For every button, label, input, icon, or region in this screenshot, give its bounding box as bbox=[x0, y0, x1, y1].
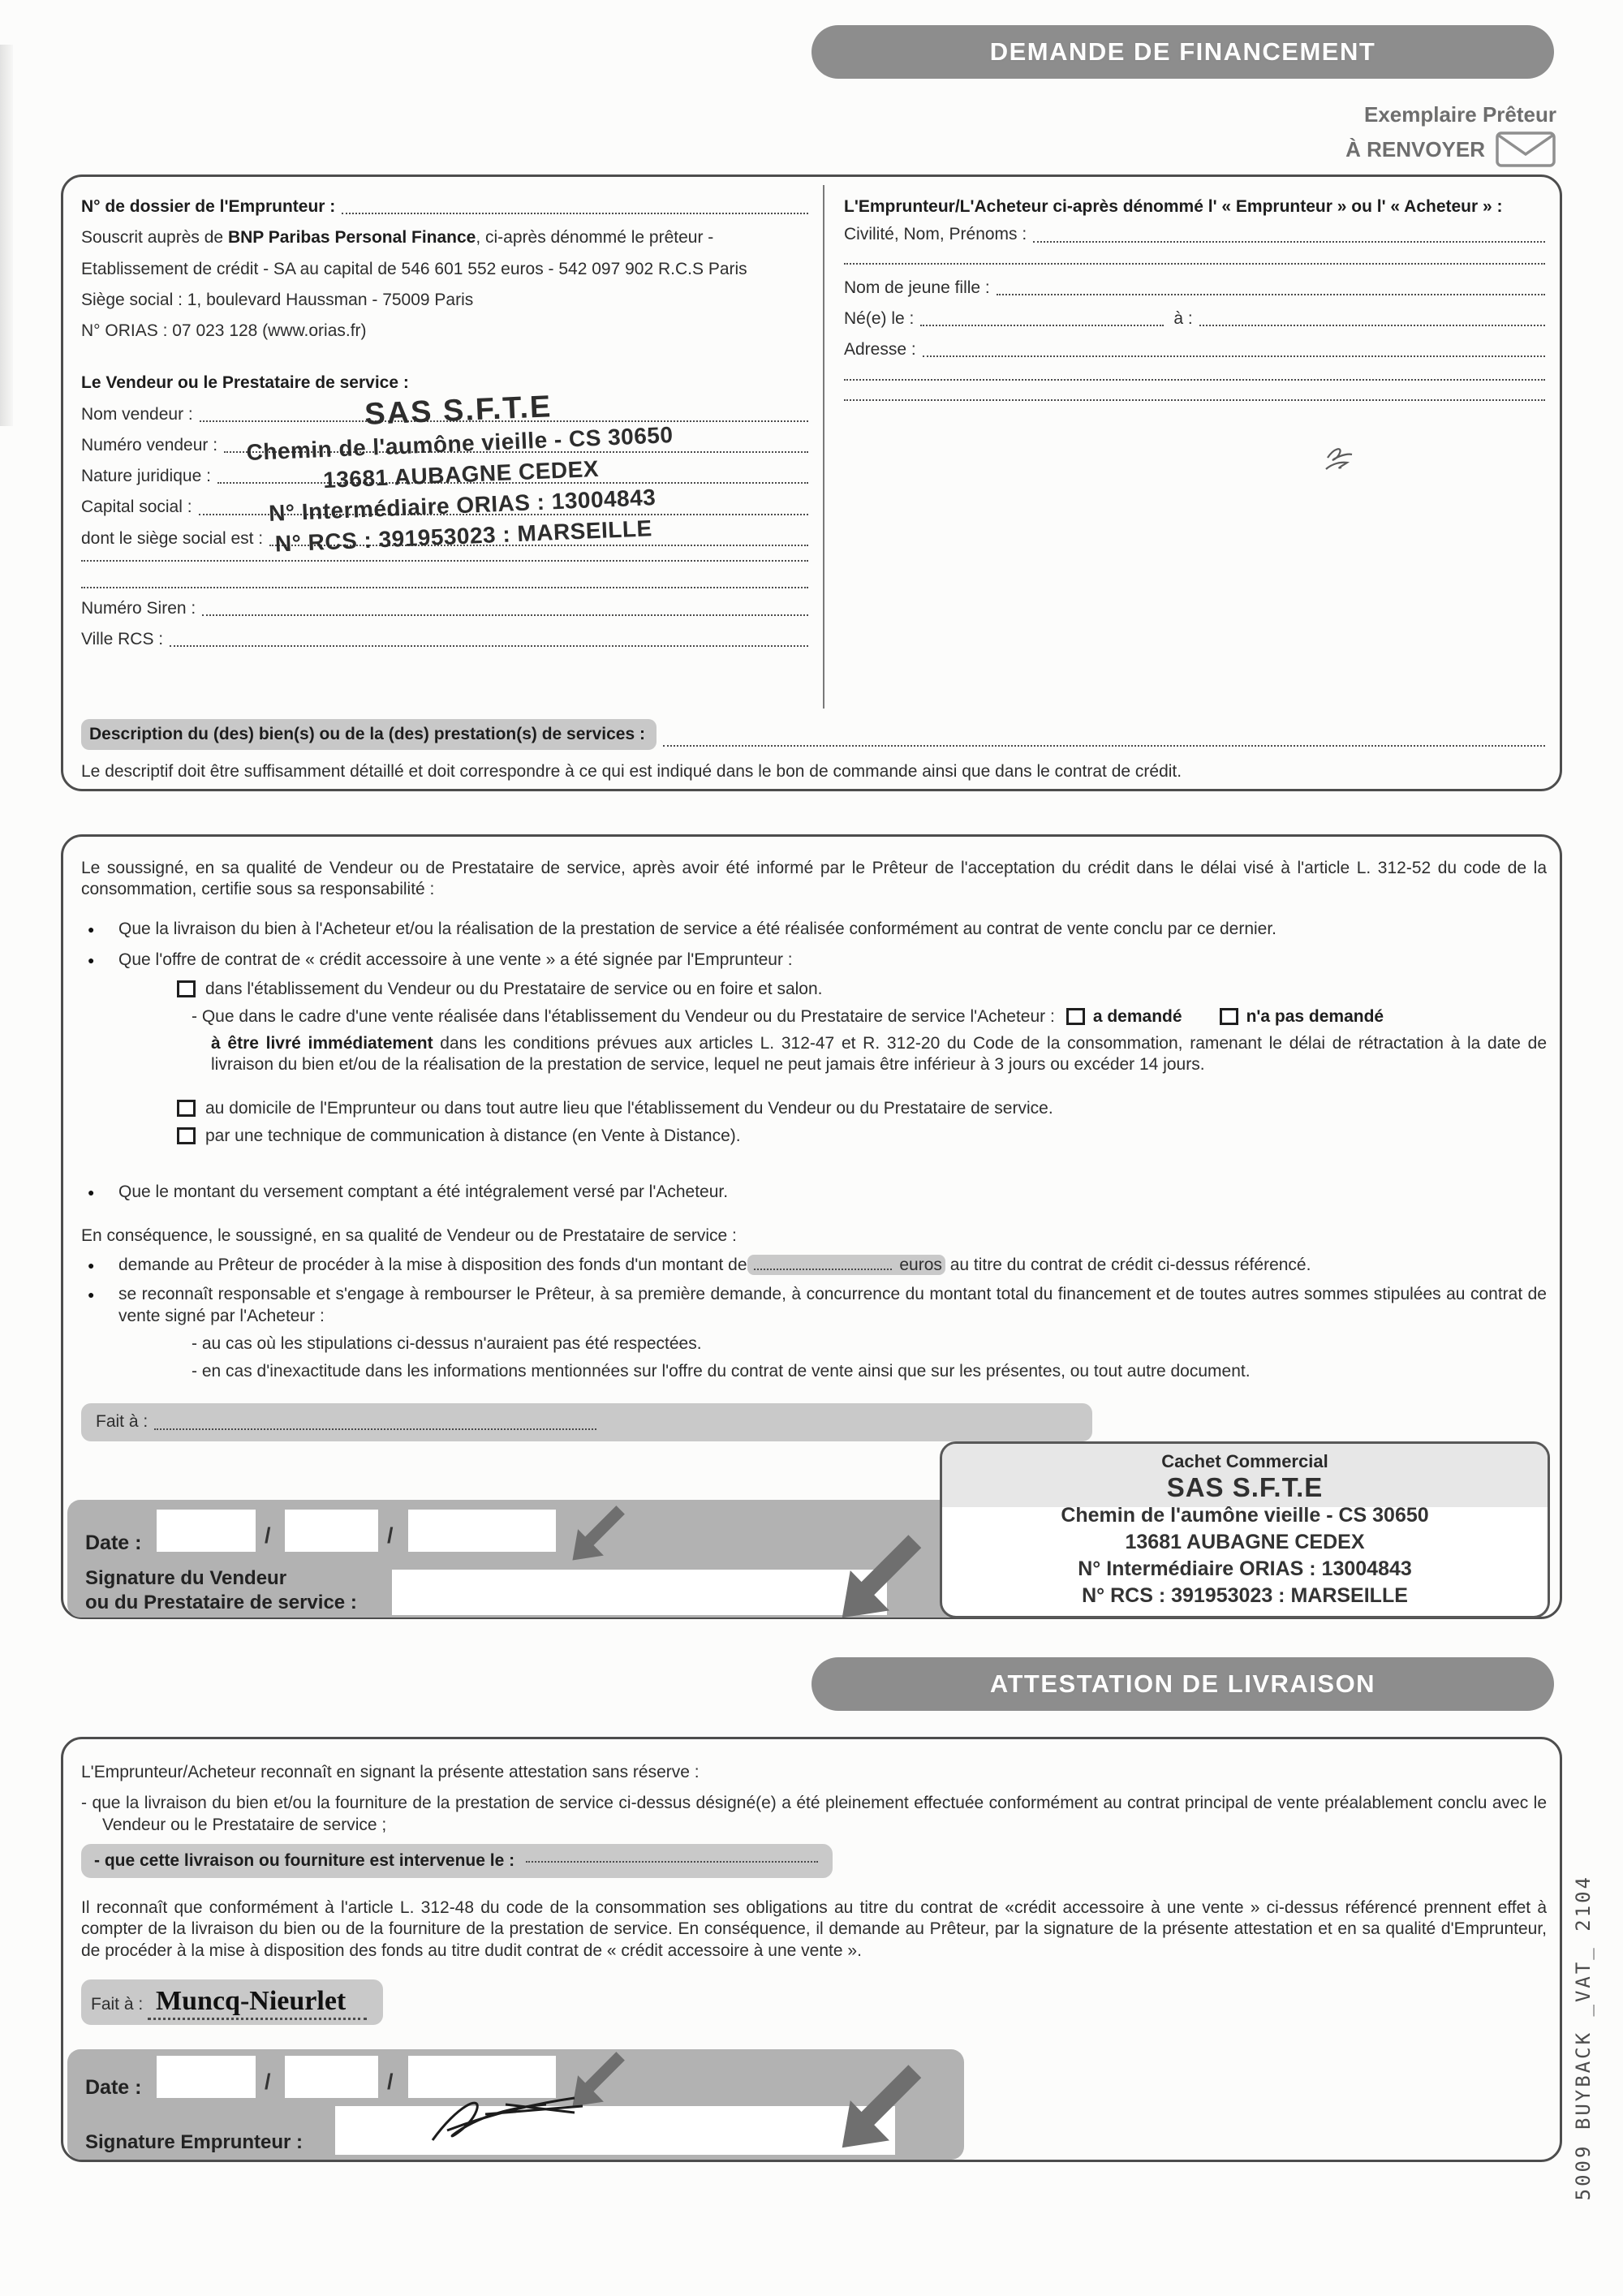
fait-a-label-borrower: Fait à : bbox=[91, 1994, 144, 2014]
birthplace-field[interactable] bbox=[1199, 324, 1545, 326]
lender-siege-line: Siège social : 1, boulevard Haussman - 75009 Paris bbox=[81, 290, 474, 309]
envelope-icon bbox=[1495, 130, 1556, 169]
vendor-date-label: Date : bbox=[85, 1531, 142, 1554]
address-label: Adresse : bbox=[844, 340, 916, 359]
rcs-field[interactable] bbox=[170, 644, 808, 647]
cachet-company: SAS S.F.T.E bbox=[1166, 1471, 1324, 1502]
date-slash: / bbox=[387, 2070, 394, 2094]
cert-option-domicile: au domicile de l'Emprunteur ou dans tout autre lieu que l'établissement du Vendeur ou du Prestataire de service. bbox=[177, 1098, 1547, 1119]
certification-text bbox=[81, 858, 1547, 1441]
vendor-date-year-box[interactable] bbox=[408, 1510, 556, 1552]
stamp-city: 13681 AUBAGNE CEDEX bbox=[322, 455, 600, 493]
cert-bullet-4: ● demande au Prêteur de procéder à la mise à disposition des fonds d'un montant de euros au titre du contrat de crédit ci-dessus référencé. bbox=[81, 1255, 1547, 1276]
vendor-name-label: Nom vendeur : bbox=[81, 404, 193, 424]
cert-consequence: En conséquence, le soussigné, en sa qualité de Vendeur ou de Prestataire de service : bbox=[81, 1226, 737, 1245]
birthdate-label: Né(e) le : bbox=[844, 308, 915, 328]
vendor-signature-area[interactable] bbox=[392, 1570, 887, 1615]
delivery-date-label: - que cette livraison ou fourniture est intervenue le : bbox=[94, 1850, 515, 1870]
borrower-column bbox=[844, 196, 1547, 411]
civility-field[interactable] bbox=[1033, 240, 1545, 243]
label-a-demande: a demandé bbox=[1092, 1007, 1182, 1027]
vendor-certification-box bbox=[61, 834, 1562, 1619]
cert-intro: Le soussigné, en sa qualité de Vendeur ou de Prestataire de service, après avoir été informé par le Prêteur de l'acceptation du crédit dans le délai visé à l'article L. 312-52 du code de la consommation, certifie sous sa responsabilité : bbox=[81, 859, 1547, 899]
fait-a-band-borrower bbox=[81, 1979, 383, 2026]
cert-bullet-3: ● Que le montant du versement comptant a été intégralement versé par l'Acheteur. bbox=[81, 1182, 1547, 1203]
bullet-dot: ● bbox=[88, 1185, 95, 1199]
cert-dash-2: - en cas d'inexactitude dans les informations mentionnées sur l'offre du contrat de vente ainsi que sur les présentes, ou tout autre document. bbox=[192, 1362, 1251, 1381]
cachet-title: Cachet Commercial bbox=[1161, 1451, 1328, 1471]
borrower-signature-box bbox=[67, 2049, 964, 2160]
description-note: Le descriptif doit être suffisamment détaillé et doit correspondre à ce qui est indiqué dans le bon de commande ainsi que dans le contrat de crédit. bbox=[81, 762, 1182, 782]
lender-name: BNP Paribas Personal Finance bbox=[227, 228, 476, 248]
dossier-label: N° de dossier de l'Emprunteur : bbox=[81, 197, 336, 216]
cachet-rcs: N° RCS : 391953023 : MARSEILLE bbox=[1082, 1583, 1408, 1607]
checkbox-establishment[interactable] bbox=[177, 980, 196, 997]
date-slash: / bbox=[265, 1523, 271, 1548]
cert-bullet-2: ● Que l'offre de contrat de « crédit accessoire à une vente » a été signée par l'Emprunteur : bbox=[81, 950, 1547, 971]
cert-bullet-5: ● se reconnaît responsable et s'engage à rembourser le Prêteur, à sa première demande, à concurrence du montant total du financement et de toutes autres sommes stipulées au contrat de vente signé par l'Acheteur : bbox=[81, 1284, 1547, 1327]
cert-dash-1: - au cas où les stipulations ci-dessus n'auraient pas été respectées. bbox=[192, 1333, 702, 1353]
checkbox-a-demande[interactable] bbox=[1066, 1008, 1085, 1025]
date-slash: / bbox=[387, 1523, 394, 1548]
down-left-arrow-icon bbox=[569, 1503, 629, 1565]
civility-field-2[interactable] bbox=[844, 262, 1545, 265]
address-field[interactable] bbox=[923, 355, 1545, 357]
form-reference-code: 5009 BUYBACK _VAT_ 2104 bbox=[1572, 1875, 1595, 2201]
rcs-label: Ville RCS : bbox=[81, 630, 164, 648]
borrower-title: L'Emprunteur/L'Acheteur ci-après dénommé l' « Emprunteur » ou l' « Acheteur » : bbox=[844, 197, 1503, 216]
borrower-date-day-box[interactable] bbox=[157, 2056, 256, 2098]
attestation-paragraph: Il reconnaît que conformément à l'article L. 312-48 du code de la consommation ses obligations au titre du contrat de «crédit accessoire à une vente » ci-dessus référencé prennent effet à compter de la livraison du bien ou de la fourniture de la prestation de service. En conséquence, il demande au Prêteur, par la signature de la présente attestation et en sa qualité d'Emprunteur, de procéder à la mise à disposition des fonds au titre dudit contrat de « crédit accessoire à une vente ». bbox=[81, 1898, 1547, 1960]
copy-line2: À RENVOYER bbox=[1345, 137, 1485, 162]
checkbox-domicile[interactable] bbox=[177, 1100, 196, 1117]
borrower-signature-label: Signature Emprunteur : bbox=[85, 2131, 304, 2153]
bullet-dot: ● bbox=[88, 953, 95, 967]
title-banner-attestation bbox=[812, 1657, 1554, 1711]
banner-title: DEMANDE DE FINANCEMENT bbox=[989, 37, 1376, 66]
parties-box bbox=[61, 174, 1562, 791]
borrower-signature-scribble bbox=[408, 2082, 676, 2156]
attestation-text bbox=[81, 1762, 1547, 2025]
siren-label: Numéro Siren : bbox=[81, 598, 196, 618]
stamp-rcs: N° RCS : 391953023 : MARSEILLE bbox=[274, 515, 653, 557]
vendor-stamp bbox=[145, 380, 777, 565]
lender-capital-line: Etablissement de crédit - SA au capital de 546 601 552 euros - 542 097 902 R.C.S Paris bbox=[81, 259, 747, 278]
cert-option-establishment: dans l'établissement du Vendeur ou du Prestataire de service ou en foire et salon. bbox=[177, 979, 1547, 1000]
description-section bbox=[81, 719, 1547, 783]
copy-info bbox=[1345, 99, 1556, 169]
amount-highlight: euros bbox=[747, 1255, 945, 1275]
down-left-arrow-icon bbox=[837, 2062, 928, 2153]
commercial-stamp-box bbox=[940, 1441, 1550, 1618]
delivery-date-field[interactable] bbox=[526, 1860, 818, 1863]
maiden-name-label: Nom de jeune fille : bbox=[844, 278, 990, 297]
maiden-name-field[interactable] bbox=[997, 293, 1545, 295]
vendor-hq-label: dont le siège social est : bbox=[81, 528, 264, 548]
fait-a-value-borrower: Muncq-Nieurlet bbox=[148, 1986, 367, 2020]
fait-a-field-vendor[interactable] bbox=[154, 1428, 596, 1430]
fait-a-label-vendor: Fait à : bbox=[96, 1412, 149, 1432]
lender-orias-line: N° ORIAS : 07 023 128 (www.orias.fr) bbox=[81, 321, 367, 340]
attestation-item-1: - que la livraison du bien et/ou la fourniture de la prestation de service ci-dessus désigné(e) a été pleinement effectuée conformément au contrat principal de vente préalablement conclu avec le Vendeur ou le Prestataire de service ; bbox=[81, 1794, 1547, 1834]
attestation-box bbox=[61, 1737, 1562, 2162]
bullet-dot: ● bbox=[88, 1288, 95, 1302]
bullet-dot: ● bbox=[88, 922, 95, 936]
cert-sub-bold: à être livré immédiatement bbox=[211, 1033, 433, 1053]
cachet-city: 13681 AUBAGNE CEDEX bbox=[1125, 1530, 1365, 1553]
stamp-orias: N° Intermédiaire ORIAS : 13004843 bbox=[268, 484, 657, 526]
cert-bullet-1: ● Que la livraison du bien à l'Acheteur et/ou la réalisation de la prestation de service a été réalisée conformément au contrat de vente conclu par ce dernier. bbox=[81, 919, 1547, 940]
amount-field[interactable] bbox=[754, 1268, 892, 1270]
vendor-legal-label: Nature juridique : bbox=[81, 467, 211, 485]
title-banner-demande bbox=[812, 25, 1554, 79]
checkbox-na-pas-demande[interactable] bbox=[1220, 1008, 1238, 1025]
date-slash: / bbox=[265, 2070, 271, 2094]
checkbox-distance[interactable] bbox=[177, 1127, 196, 1144]
copy-line1: Exemplaire Prêteur bbox=[1363, 102, 1556, 127]
cachet-street: Chemin de l'aumône vieille - CS 30650 bbox=[1061, 1503, 1429, 1527]
cert-option-distance: par une technique de communication à distance (en Vente à Distance). bbox=[177, 1126, 1547, 1147]
description-field[interactable] bbox=[663, 744, 1545, 747]
scan-artifact-strip bbox=[0, 45, 13, 426]
description-label: Description du (des) bien(s) ou de la (des) prestation(s) de services : bbox=[81, 719, 657, 750]
address-field-2[interactable] bbox=[844, 378, 1545, 381]
stamp-street: Chemin de l'aumône vieille - CS 30650 bbox=[245, 422, 674, 466]
birthdate-field[interactable] bbox=[920, 324, 1164, 326]
banner-attestation: ATTESTATION DE LIVRAISON bbox=[989, 1669, 1376, 1698]
down-left-arrow-icon bbox=[837, 1532, 928, 1623]
cert-sub-demande: - Que dans le cadre d'une vente réalisée dans l'établissement du Vendeur ou du Prestataire de service l'Acheteur : a demandé n'a pas demandé bbox=[192, 1007, 1384, 1027]
dossier-number-field[interactable] bbox=[342, 212, 808, 214]
delivery-date-band bbox=[81, 1844, 833, 1878]
column-divider bbox=[823, 185, 824, 709]
vendor-hq-field-3[interactable] bbox=[81, 586, 808, 588]
cert-sub-livraison: à être livré immédiatement dans les conditions prévues aux articles L. 312-47 et R. 312-20 du Code de la consommation, ramenant le délai de rétractation à la date de livraison du bien et/ou de la réalisation de la prestation de service, lequel ne peut jamais être inférieur à 3 jours ou excéder 14 jours. bbox=[211, 1033, 1548, 1074]
bullet-dot: ● bbox=[88, 1259, 95, 1272]
vendor-number-label: Numéro vendeur : bbox=[81, 435, 218, 454]
vendor-date-day-box[interactable] bbox=[157, 1510, 256, 1552]
handwritten-mark bbox=[1319, 443, 1355, 484]
cachet-orias: N° Intermédiaire ORIAS : 13004843 bbox=[1078, 1557, 1412, 1580]
stamp-company: SAS S.F.T.E bbox=[364, 390, 553, 432]
label-na-pas-demande: n'a pas demandé bbox=[1246, 1007, 1384, 1027]
fait-a-band-vendor bbox=[81, 1403, 1092, 1441]
vendor-capital-label: Capital social : bbox=[81, 498, 192, 517]
address-field-3[interactable] bbox=[844, 398, 1545, 401]
vendor-title: Le Vendeur ou le Prestataire de service : bbox=[81, 373, 409, 393]
civility-label: Civilité, Nom, Prénoms : bbox=[844, 225, 1027, 244]
siren-field[interactable] bbox=[202, 614, 808, 616]
borrower-date-month-box[interactable] bbox=[285, 2056, 378, 2098]
lender-intro-line: Souscrit auprès de BNP Paribas Personal Finance, ci-après dénommé le prêteur - bbox=[81, 228, 714, 248]
vendor-signature-label: Signature du Vendeur ou du Prestataire de service : bbox=[85, 1567, 357, 1613]
vendor-signature-box bbox=[67, 1500, 964, 1618]
birthplace-label: à : bbox=[1173, 308, 1193, 328]
borrower-date-label: Date : bbox=[85, 2076, 142, 2099]
attestation-intro: L'Emprunteur/Acheteur reconnaît en signant la présente attestation sans réserve : bbox=[81, 1763, 700, 1781]
vendor-date-month-box[interactable] bbox=[285, 1510, 378, 1552]
